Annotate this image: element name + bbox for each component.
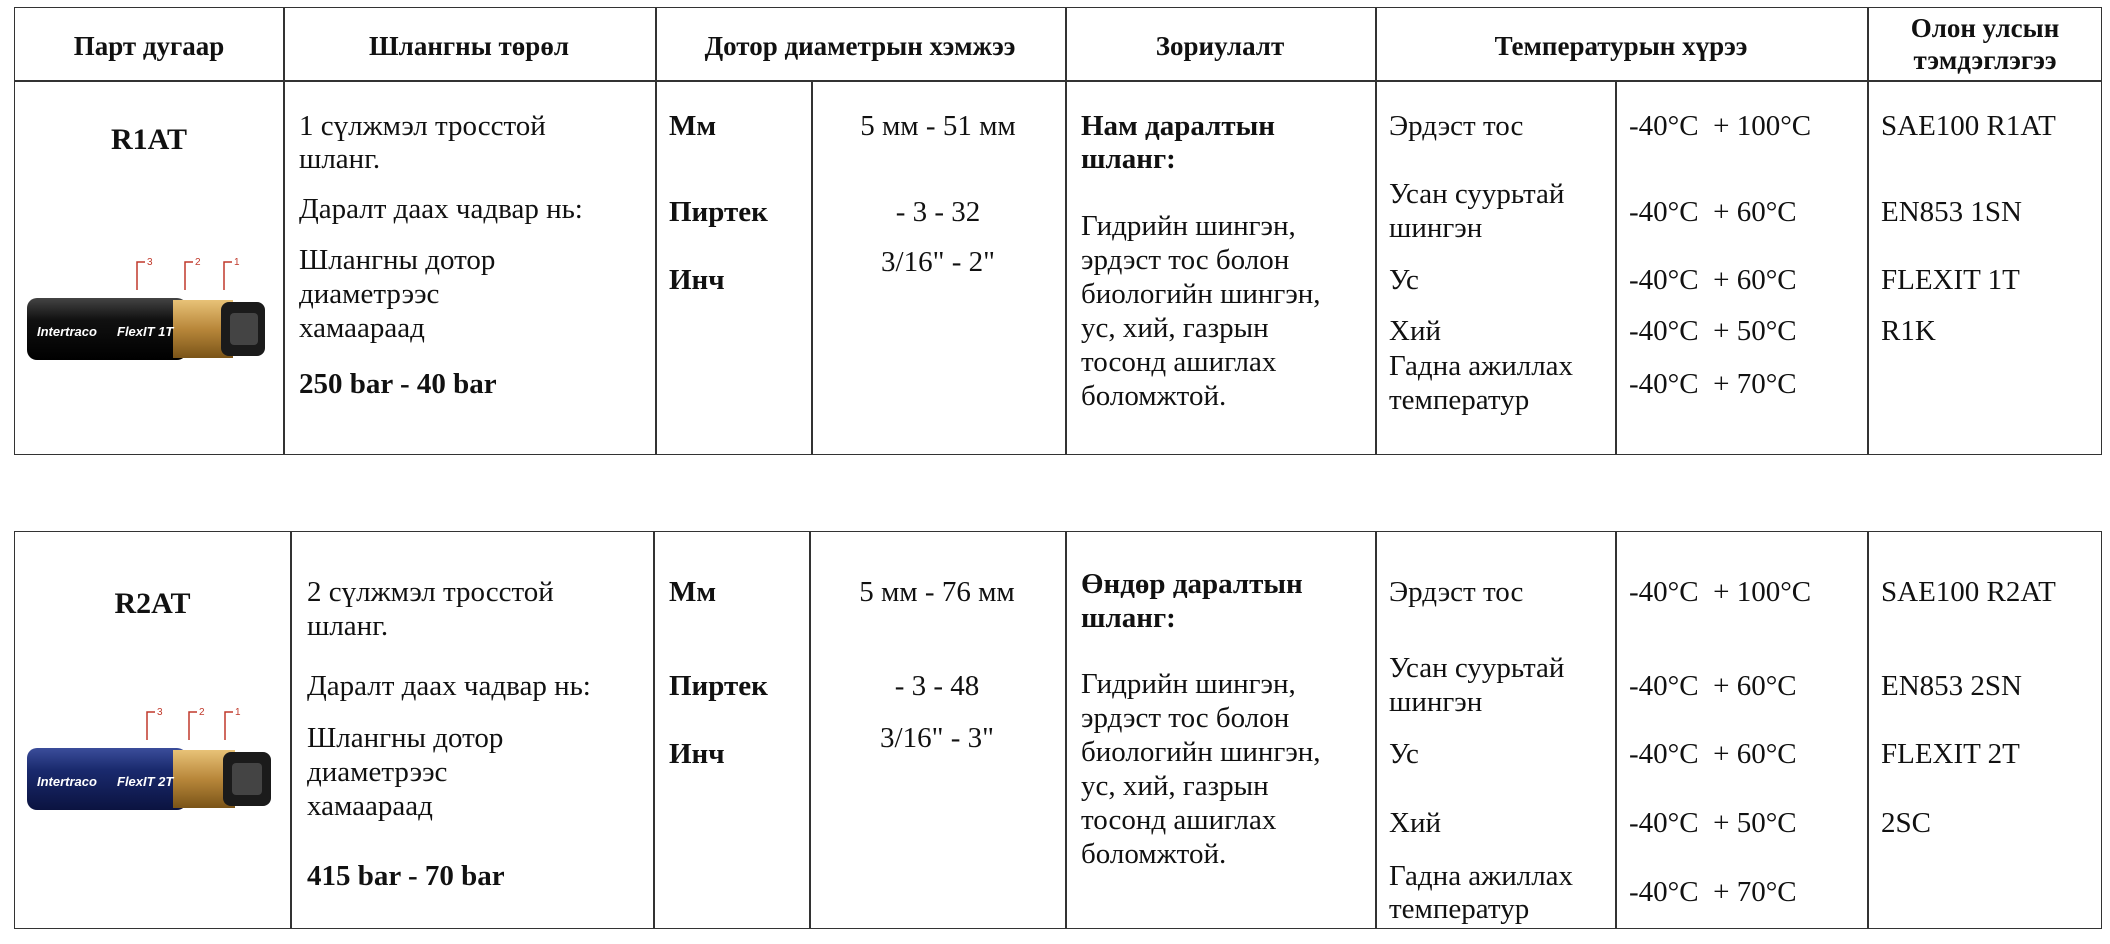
- standard-code: SAE100 R2AT: [1881, 576, 2056, 608]
- hose-spec-table-r2at: [14, 531, 2102, 929]
- purpose-title-line2: шланг:: [1081, 143, 1176, 175]
- purpose-line: Гидрийн шингэн,: [1081, 668, 1296, 700]
- temp-range: -40°C + 60°C: [1629, 670, 1797, 702]
- col-divider: [1065, 532, 1067, 928]
- header-standard-line2: тэмдэглэгээ: [1913, 45, 2057, 75]
- temp-medium: Эрдэст тос: [1389, 576, 1524, 608]
- standard-code: SAE100 R1AT: [1881, 110, 2056, 142]
- col-divider: [655, 8, 657, 454]
- purpose-line: тосонд ашиглах: [1081, 804, 1277, 836]
- header-standard-line1: Олон улсын: [1910, 13, 2060, 43]
- header-hose-type: Шлангны төрөл: [369, 31, 569, 61]
- header-purpose: Зориулалт: [1155, 31, 1285, 61]
- dim-value-inch: 3/16" - 2": [881, 246, 995, 278]
- temp-range: -40°C + 70°C: [1629, 368, 1797, 400]
- svg-text:FlexIT 1T: FlexIT 1T: [117, 324, 174, 339]
- pressure-rating: 415 bar - 70 bar: [307, 860, 505, 892]
- temp-medium: Хий: [1389, 807, 1441, 839]
- hose-type-line3: Даралт даах чадвар нь:: [307, 670, 591, 702]
- col-divider: [1615, 82, 1617, 454]
- col-divider: [1615, 532, 1617, 928]
- svg-text:2: 2: [195, 257, 201, 268]
- hose-type-line1: 1 сүлжмэл тросстой: [299, 110, 546, 142]
- standard-code: FLEXIT 2T: [1881, 738, 2020, 770]
- header-inner-diameter: Дотор диаметрын хэмжээ: [704, 31, 1016, 61]
- col-divider: [1867, 532, 1869, 928]
- purpose-title-line1: Өндөр даралтын: [1081, 568, 1303, 600]
- hose-spec-table-r1at: [14, 7, 2102, 455]
- standard-code: 2SC: [1881, 807, 1931, 839]
- standard-code: EN853 1SN: [1881, 196, 2022, 228]
- part-number: R2AT: [114, 587, 191, 620]
- dim-unit-mm: Мм: [669, 576, 717, 608]
- svg-text:2: 2: [199, 707, 205, 718]
- temp-range: -40°C + 60°C: [1629, 264, 1797, 296]
- svg-text:Intertraco: Intertraco: [37, 324, 97, 339]
- dim-unit-inch: Инч: [669, 264, 725, 296]
- header-divider: [15, 80, 2101, 82]
- col-divider: [653, 532, 655, 928]
- dim-value-mm: 5 мм - 76 мм: [859, 576, 1015, 608]
- hose-type-line5: диаметрээс: [299, 278, 440, 310]
- temp-medium-line2: шингэн: [1389, 212, 1483, 244]
- col-divider: [1065, 8, 1067, 454]
- dim-value-mm: 5 мм - 51 мм: [860, 110, 1016, 142]
- purpose-line: боломжтой.: [1081, 380, 1227, 412]
- hose-type-line3: Даралт даах чадвар нь:: [299, 193, 583, 225]
- col-divider: [290, 532, 292, 928]
- temp-medium: Эрдэст тос: [1389, 110, 1524, 142]
- hose-type-line2: шланг.: [307, 610, 389, 642]
- purpose-line: боломжтой.: [1081, 838, 1227, 870]
- temp-medium: Гадна ажиллах: [1389, 350, 1574, 382]
- temp-range: -40°C + 70°C: [1629, 876, 1797, 908]
- dim-unit-mm: Мм: [669, 110, 717, 142]
- dim-value-pirtek: - 3 - 48: [894, 670, 980, 702]
- purpose-line: биологийн шингэн,: [1081, 278, 1321, 310]
- purpose-line: эрдэст тос болон: [1081, 244, 1290, 276]
- svg-text:1: 1: [235, 707, 241, 718]
- svg-text:1: 1: [234, 257, 240, 268]
- hose-image-r2at: [25, 694, 283, 822]
- purpose-line: ус, хий, газрын: [1081, 770, 1269, 802]
- col-divider: [1375, 8, 1377, 454]
- hose-image-r1at: [25, 246, 275, 374]
- svg-text:3: 3: [147, 257, 153, 268]
- purpose-line: биологийн шингэн,: [1081, 736, 1321, 768]
- hose-type-line4: Шлангны дотор: [307, 722, 504, 754]
- header-part-no: Парт дугаар: [73, 31, 225, 61]
- standard-code: R1K: [1881, 315, 1936, 347]
- dim-unit-pirtek: Пиртек: [669, 196, 768, 228]
- temp-medium: Гадна ажиллах: [1389, 860, 1574, 892]
- svg-text:Intertraco: Intertraco: [37, 774, 97, 789]
- standard-code: FLEXIT 1T: [1881, 264, 2020, 296]
- standard-code: EN853 2SN: [1881, 670, 2022, 702]
- hose-type-line5: диаметрээс: [307, 756, 448, 788]
- header-standard: [1867, 12, 2103, 76]
- purpose-line: ус, хий, газрын: [1081, 312, 1269, 344]
- header-temperature: Температурын хүрээ: [1494, 31, 1748, 61]
- svg-text:FlexIT 2T: FlexIT 2T: [117, 774, 174, 789]
- temp-medium: Ус: [1389, 264, 1419, 296]
- temp-medium: Хий: [1389, 315, 1441, 347]
- temp-medium: Усан суурьтай: [1389, 178, 1565, 210]
- purpose-line: Гидрийн шингэн,: [1081, 210, 1296, 242]
- purpose-title-line2: шланг:: [1081, 602, 1176, 634]
- purpose-title-line1: Нам даралтын: [1081, 110, 1275, 142]
- temp-medium-line2: температур: [1389, 893, 1530, 925]
- hose-type-line2: шланг.: [299, 143, 381, 175]
- part-number: R1AT: [110, 123, 188, 156]
- purpose-line: эрдэст тос болон: [1081, 702, 1290, 734]
- temp-medium-line2: температур: [1389, 384, 1530, 416]
- dim-unit-pirtek: Пиртек: [669, 670, 768, 702]
- temp-range: -40°C + 100°C: [1629, 576, 1812, 608]
- hose-type-line6: хамаараад: [299, 312, 425, 344]
- temp-range: -40°C + 50°C: [1629, 807, 1797, 839]
- temp-medium: Усан суурьтай: [1389, 652, 1565, 684]
- hose-type-line1: 2 сүлжмэл тросстой: [307, 576, 554, 608]
- col-divider: [1375, 532, 1377, 928]
- svg-text:3: 3: [157, 707, 163, 718]
- dim-unit-inch: Инч: [669, 738, 725, 770]
- hose-type-line4: Шлангны дотор: [299, 244, 496, 276]
- temp-range: -40°C + 60°C: [1629, 196, 1797, 228]
- pressure-rating: 250 bar - 40 bar: [299, 368, 497, 400]
- dim-value-inch: 3/16" - 3": [880, 722, 994, 754]
- temp-range: -40°C + 60°C: [1629, 738, 1797, 770]
- temp-range: -40°C + 100°C: [1629, 110, 1812, 142]
- purpose-line: тосонд ашиглах: [1081, 346, 1277, 378]
- temp-range: -40°C + 50°C: [1629, 315, 1797, 347]
- dim-value-pirtek: - 3 - 32: [895, 196, 981, 228]
- col-divider: [283, 8, 285, 454]
- temp-medium-line2: шингэн: [1389, 686, 1483, 718]
- temp-medium: Ус: [1389, 738, 1419, 770]
- hose-type-line6: хамаараад: [307, 790, 433, 822]
